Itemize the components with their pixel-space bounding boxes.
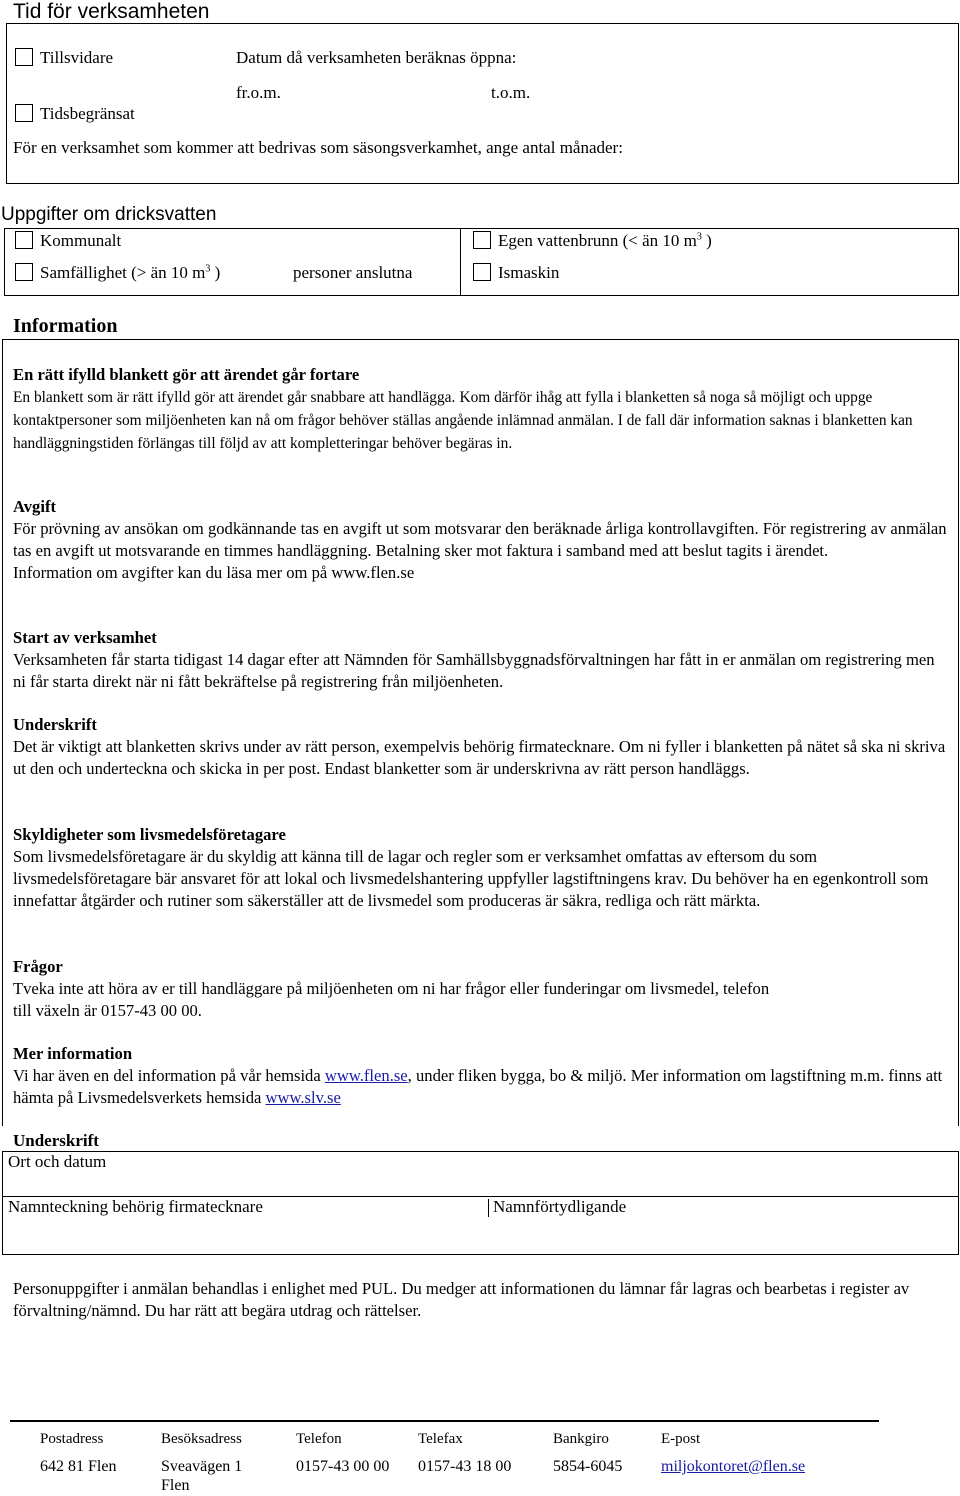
namnfortydligande-label: Namnförtydligande [493,1197,627,1216]
section-title-dricksvatten: Uppgifter om dricksvatten [1,204,217,225]
footer-telefon: 0157-43 00 00 [296,1458,390,1475]
samfallighet-label: Samfällighet (> än 10 $m^3$ ) [40,263,221,282]
section-title-information: Information [13,315,118,337]
info-paragraph-1 [13,364,948,455]
personer-label: personer anslutna [293,263,413,282]
footer-besoksadress: Sveavägen 1 [161,1458,243,1475]
underskrift-info-body: Det är viktigt att blanketten skrivs under av rätt person, exempelvis behörig firmatecknare. Om ni fyller i blanketten på nätet så ska ni skriva ut den och underteckna och skicka in per post. Endast blanketter som är underskrivna av rätt person handläggs. [13,737,946,778]
footer-header-postadress: Postadress [40,1431,104,1447]
tillsvidare-checkbox[interactable] [15,48,33,66]
slv-link[interactable]: www.slv.se [265,1088,341,1107]
mer-body: Vi har även en del information på vår hemsida www.flen.se, under fliken bygga, bo & miljö. Mer information om lagstiftning m.m. finns att hämta på Livsmedelsverkets hemsida www.slv.se [13,1066,943,1107]
footer-header-telefon: Telefon [296,1431,342,1447]
from-label: fr.o.m. [236,83,281,102]
info-start [13,627,948,693]
info-mer [13,1043,948,1109]
fragor-heading: Frågor [13,957,63,976]
footer-postadress: 642 81 Flen [40,1458,117,1475]
info-skyldigheter [13,824,948,912]
footer-header-telefax: Telefax [418,1431,463,1447]
start-heading: Start av verksamhet [13,628,157,647]
ort-datum-label: Ort och datum [8,1152,107,1171]
namn-separator [488,1199,489,1217]
footer-bankgiro: 5854-6045 [553,1458,623,1475]
info-underskrift [13,714,948,780]
avgift-body: För prövning av ansökan om godkännande tas en avgift ut som motsvarar den beräknade årliga kontrollavgiften. För registrering av anmälan tas en avgift ut motsvarande en timmes handläggning. Betalning sker mot faktura i samband med att beslut tagits i ärendet. [13,519,947,560]
sasong-label: För en verksamhet som kommer att bedrivas som säsongsverkamhet, ange antal månader: [13,138,623,157]
footer-epost-link[interactable]: miljokontoret@flen.se [661,1458,806,1475]
tom-label: t.o.m. [491,83,531,102]
ismaskin-checkbox[interactable] [473,263,491,281]
datum-label: Datum då verksamheten beräknas öppna: [236,48,517,67]
footer-telefax: 0157-43 18 00 [418,1458,512,1475]
start-body: Verksamheten får starta tidigast 14 dagar efter att Nämnden för Samhällsbyggnadsförvaltningen har fått in er anmälan om registrering men ni får starta direkt när ni fått bekräftelse på registrering från miljöenheten. [13,650,935,691]
info-fragor [13,956,948,1022]
info-p1-heading: En rätt ifylld blankett gör att ärendet går fortare [13,365,360,384]
egen-brunn-label: Egen vattenbrunn (< än 10 $m^3$ ) [498,231,712,250]
info-avgift [13,496,948,584]
kommunalt-checkbox[interactable] [15,231,33,249]
fragor-line1: Tveka inte att höra av er till handläggare på miljöenheten om ni har frågor eller funderingar om livsmedel, telefon [13,979,770,998]
info-p1-body: Kom därför ihåg att fylla i blanketten så noga så möjligt och uppge kontaktpersoner som miljöenheten kan nå om frågor behöver ställas angående inlämnad anmälan. I de fall där information saknas i blanketten kan handläggningstiden förlängas till följd av att kompletteringar behöver begäras in. [13,389,913,452]
kommunalt-label: Kommunalt [40,231,122,250]
tillsvidare-label: Tillsvidare [40,48,114,67]
flen-link[interactable]: www.flen.se [324,1066,408,1085]
ismaskin-label: Ismaskin [498,263,560,282]
avgift-info: Information om avgifter kan du läsa mer om på www.flen.se [13,563,415,582]
section-title-tid: Tid för verksamheten [13,0,210,23]
samfallighet-checkbox[interactable] [15,263,33,281]
skyldigheter-heading: Skyldigheter som livsmedelsföretagare [13,825,286,844]
info-p1-sub: En blankett som är rätt ifylld gör att ärendet går snabbare att handlägga. [13,389,456,406]
footer-header-bankgiro: Bankgiro [553,1431,609,1447]
pul-notice: Personuppgifter i anmälan behandlas i enlighet med PUL. Du medger att informationen du lämnar får lagras och bearbetas i register av förvaltning/nämnd. Du har rätt att begära utdrag och rättelser. [13,1279,910,1320]
footer-header-besoksadress: Besöksadress [161,1431,242,1447]
avgift-heading: Avgift [13,497,57,516]
egen-brunn-checkbox[interactable] [473,231,491,249]
footer-header-epost: E-post [661,1431,701,1447]
mer-heading: Mer information [13,1044,133,1063]
tidsbegransat-label: Tidsbegränsat [40,104,135,123]
footer-besoksadress-ort: Flen [161,1477,190,1494]
namnteckning-label: Namnteckning behörig firmatecknare [8,1197,263,1216]
underskrift-info-heading: Underskrift [13,715,97,734]
tidsbegransat-checkbox[interactable] [15,104,33,122]
dricksvatten-divider [460,228,461,296]
fragor-line2: till växeln är 0157-43 00 00. [13,1001,202,1020]
section-title-underskrift: Underskrift [13,1131,99,1150]
skyldigheter-body: Som livsmedelsföretagare är du skyldig att känna till de lagar och regler som er verksamhet omfattas av eftersom du som livsmedelsföretagare bär ansvaret för att lokal och livsmedelshantering uppfyller lagstiftningens krav. Du behöver ha en egenkontroll som innefattar åtgärder och rutiner som säkerställer att de livsmedel som produceras är säkra, redliga och rätt märkta. [13,847,929,910]
footer-rule [10,1420,879,1422]
